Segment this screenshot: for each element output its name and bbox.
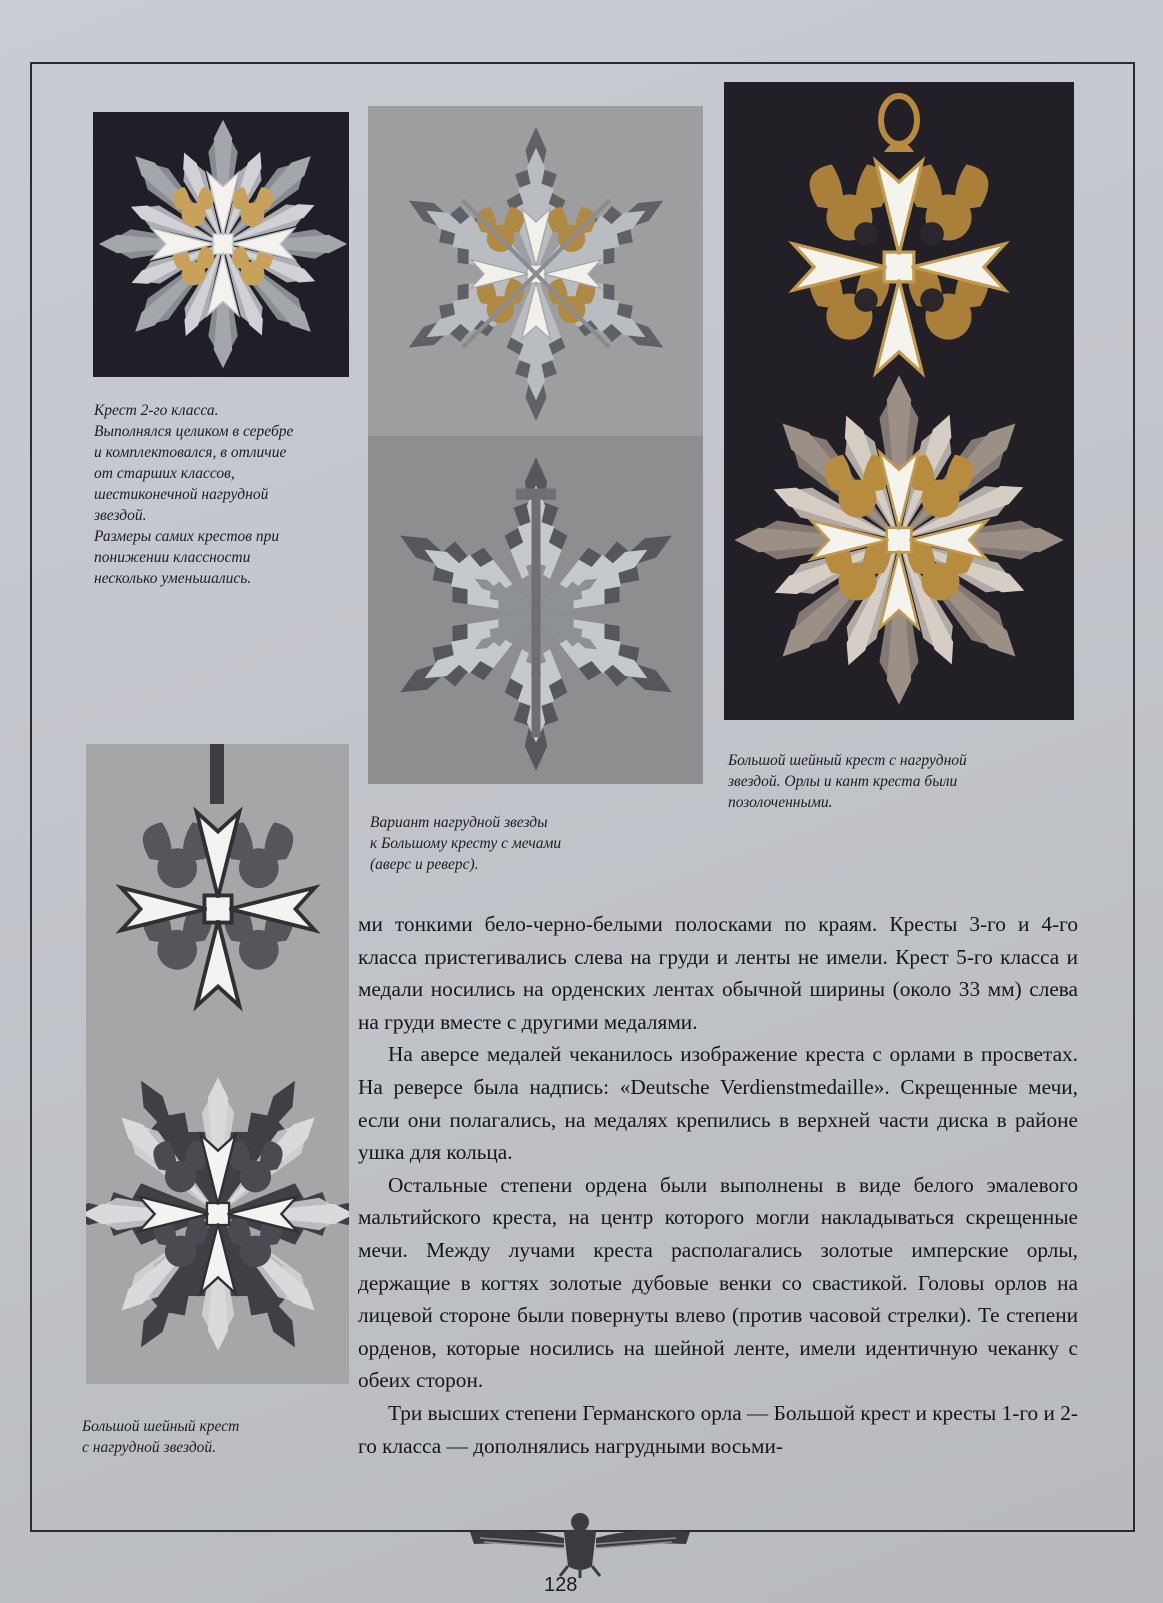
star-reverse-image <box>368 436 703 784</box>
caption-cross-2nd-class: Крест 2-го класса. Выполнялся целиком в серебре и комплектовался, в отличие от старших классов, шестиконечной нагрудной звездой. Размеры самих крестов при понижении классности несколько уменьшались. <box>94 402 294 587</box>
eagle-emblem-icon <box>460 1508 700 1578</box>
caption-star-variant: Вариант нагрудной звезды к Большому кресту с мечами (аверс и реверс). <box>370 814 562 873</box>
photo-star-reverse <box>368 436 703 784</box>
caption-grand-neck-cross-gilt: Большой шейный крест с нагрудной звездой. Орлы и кант креста были позолоченными. <box>728 752 967 811</box>
grand-neck-cross-gilt-image <box>724 82 1074 720</box>
body-text <box>358 908 1078 1462</box>
caption-grand-neck-cross: Большой шейный крест с нагрудной звездой. <box>82 1418 240 1456</box>
photo-cross-2nd-class <box>93 112 349 377</box>
page-number: 128 <box>544 1574 578 1596</box>
paragraph-1: ми тонкими бело-черно-белыми полосками по краям. Кресты 3-го и 4-го класса пристегивались слева на груди и ленты не имели. Крест 5-го класса и медали носились на орденских лентах обычной ширины (около 33 мм) слева на груди вместе с другими медалями. <box>358 912 1078 1034</box>
grand-neck-cross-image <box>86 744 349 1384</box>
photo-star-obverse <box>368 106 703 436</box>
paragraph-2: На аверсе медалей чеканилось изображение креста с орлами в просветах. На реверсе была надпись: «Deutsche Verdienstmedaille». Скрещенные мечи, если они полагались, на медалях крепились в верхней части диска в районе ушка для кольца. <box>358 1042 1078 1165</box>
cross-2nd-class-image <box>93 112 349 377</box>
photo-grand-neck-cross-gilt <box>724 82 1074 720</box>
photo-grand-neck-cross <box>86 744 349 1384</box>
paragraph-3: Остальные степени ордена были выполнены в виде белого эмалевого мальтийского креста, на центр которого могли накладываться скрещенные мечи. Между лучами креста располагались золотые имперские орлы, держащие в когтях золотые дубовые венки со свастикой. Головы орлов на лицевой стороне были повернуты влево (против часовой стрелки). Те степени орденов, которые носились на шейной ленте, имели идентичную чеканку с обеих сторон. <box>358 1172 1078 1393</box>
paragraph-4: Три высших степени Германского орла — Большой крест и кресты 1-го и 2-го класса — дополнялись нагрудными восьми- <box>358 1400 1078 1458</box>
star-obverse-image <box>368 106 703 436</box>
footer-rule-right <box>692 1530 1135 1532</box>
footer-rule-left <box>30 1530 470 1532</box>
